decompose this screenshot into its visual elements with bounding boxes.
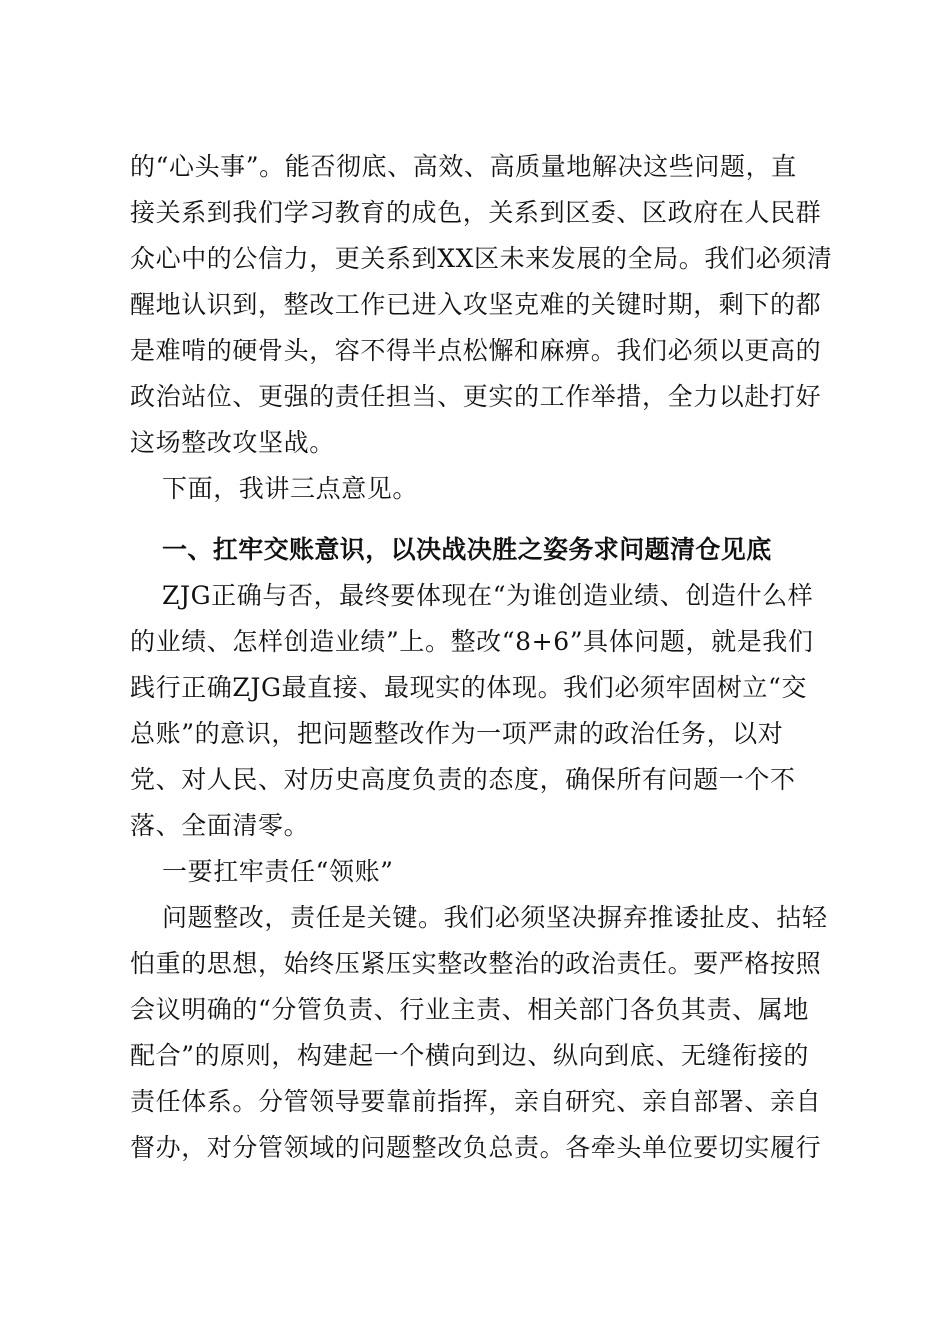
paragraph-intro: 下面，我讲三点意见。 — [162, 474, 419, 503]
body-text-line: 是难啃的硬骨头，容不得半点松懈和麻痹。我们必须以更高的 — [130, 336, 822, 365]
body-text-line: 配合”的原则，构建起一个横向到边、纵向到底、无缝衔接的 — [130, 1041, 809, 1070]
body-text-line: 醒地认识到，整改工作已进入攻坚克难的关键时期，剩下的都 — [130, 290, 822, 319]
body-text-line: 会议明确的“分管负责、行业主责、相关部门各负其责、属地 — [130, 995, 809, 1024]
body-text-line: 怕重的思想，始终压紧压实整改整治的政治责任。要严格按照 — [130, 949, 822, 978]
body-text-line: 践行正确ZJG最直接、最现实的体现。我们必须牢固树立“交 — [130, 673, 807, 702]
body-text-line: 党、对人民、对历史高度负责的态度，确保所有问题一个不 — [130, 765, 796, 794]
body-text-line: 督办，对分管领域的问题整改负总责。各牵头单位要切实履行 — [130, 1133, 822, 1162]
body-text-line: 接关系到我们学习教育的成色，关系到区委、区政府在人民群 — [130, 198, 822, 227]
body-text-line: 责任体系。分管领导要靠前指挥，亲自研究、亲自部署、亲自 — [130, 1087, 822, 1116]
body-text-line: 的“心头事”。能否彻底、高效、高质量地解决这些问题，直 — [130, 152, 797, 181]
body-text-line: 问题整改，责任是关键。我们必须坚决摒弃推诿扯皮、拈轻 — [162, 903, 828, 932]
body-text-line: 落、全面清零。 — [130, 811, 310, 840]
body-text-line: 政治站位、更强的责任担当、更实的工作举措，全力以赴打好 — [130, 382, 822, 411]
body-text-line: ZJG正确与否，最终要体现在“为谁创造业绩、创造什么样 — [162, 581, 814, 610]
section-heading: 一、扛牢交账意识，以决战决胜之姿务求问题清仓见底 — [162, 535, 772, 564]
subsection-heading: 一要扛牢责任“领账” — [162, 857, 394, 886]
body-text-line: 众心中的公信力，更关系到XX区未来发展的全局。我们必须清 — [130, 244, 833, 273]
body-text-line: 的业绩、怎样创造业绩”上。整改“8+6”具体问题，就是我们 — [130, 627, 814, 656]
body-text-line: 总账”的意识，把问题整改作为一项严肃的政治任务，以对 — [130, 719, 784, 748]
body-text-line: 这场整改攻坚战。 — [130, 428, 335, 457]
